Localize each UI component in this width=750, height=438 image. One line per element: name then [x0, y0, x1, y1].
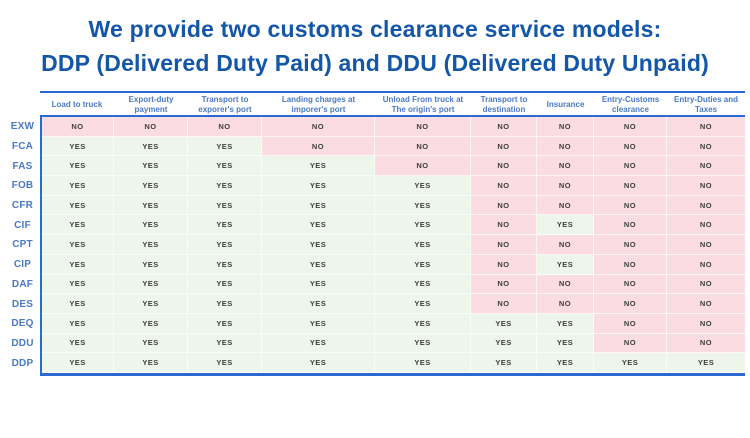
- table-cell: YES: [188, 196, 262, 216]
- table-cell: YES: [262, 314, 375, 334]
- column-header: Entry-Duties and Taxes: [673, 95, 738, 114]
- table-cell: NO: [42, 117, 114, 137]
- table-cell: YES: [262, 255, 375, 275]
- table-cell: NO: [375, 137, 471, 157]
- table-cell: NO: [471, 255, 537, 275]
- table-cell: YES: [262, 196, 375, 216]
- table-cell: YES: [114, 196, 188, 216]
- table-cell: NO: [262, 117, 375, 137]
- table-cell: YES: [114, 255, 188, 275]
- table-cell: NO: [667, 117, 745, 137]
- table-cell: YES: [262, 275, 375, 295]
- table-cell: NO: [594, 255, 667, 275]
- title-line-1: We provide two customs clearance service models:: [88, 16, 662, 42]
- table-cell: YES: [375, 255, 471, 275]
- table-cell: YES: [262, 334, 375, 354]
- table-cell: YES: [114, 215, 188, 235]
- table-cell: YES: [42, 196, 114, 216]
- table-cell: YES: [188, 215, 262, 235]
- row-label: CIF: [14, 219, 31, 231]
- table-cell: YES: [188, 156, 262, 176]
- table-cell: NO: [667, 334, 745, 354]
- table-cell: YES: [188, 334, 262, 354]
- table-cell: YES: [42, 215, 114, 235]
- table-cell: YES: [375, 196, 471, 216]
- table-cell: YES: [471, 353, 537, 373]
- table-cell: NO: [537, 235, 594, 255]
- column-header: Unload From truck at The origin's port: [382, 95, 464, 114]
- column-header: Insurance: [546, 99, 585, 109]
- row-label: CIP: [13, 259, 32, 271]
- table-cell: NO: [188, 117, 262, 137]
- table-cell: YES: [262, 353, 375, 373]
- table-cell: YES: [262, 294, 375, 314]
- table-cell: YES: [188, 176, 262, 196]
- table-cell: YES: [262, 215, 375, 235]
- table-cell: YES: [188, 314, 262, 334]
- table-cell: NO: [667, 314, 745, 334]
- table-cell: YES: [42, 275, 114, 295]
- title-line-2: DDP (Delivered Duty Paid) and DDU (Delivered Duty Unpaid): [41, 50, 709, 76]
- table-cell: NO: [667, 176, 745, 196]
- table-cell: YES: [42, 176, 114, 196]
- column-header: Transport to destination: [480, 95, 528, 114]
- table-cell: NO: [594, 215, 667, 235]
- table-cell: NO: [594, 334, 667, 354]
- table-cell: YES: [537, 314, 594, 334]
- table-cell: YES: [42, 334, 114, 354]
- table-cell: YES: [375, 314, 471, 334]
- table-cell: NO: [471, 137, 537, 157]
- table-cell: YES: [667, 353, 745, 373]
- table-cell: YES: [375, 275, 471, 295]
- table-cell: YES: [262, 156, 375, 176]
- column-header: Export-duty payment: [128, 95, 174, 114]
- table-cell: YES: [114, 334, 188, 354]
- table-cell: NO: [594, 235, 667, 255]
- table-cell: YES: [375, 215, 471, 235]
- row-label: DEQ: [11, 318, 34, 330]
- table-cell: YES: [114, 156, 188, 176]
- table-cell: NO: [667, 196, 745, 216]
- row-label: DAF: [11, 278, 34, 290]
- table-cell: YES: [114, 137, 188, 157]
- table-cell: NO: [594, 117, 667, 137]
- table-cell: YES: [262, 176, 375, 196]
- table-cell: NO: [471, 275, 537, 295]
- table-cell: NO: [537, 117, 594, 137]
- table-cell: NO: [667, 215, 745, 235]
- table-cell: NO: [471, 117, 537, 137]
- table-cell: YES: [188, 275, 262, 295]
- column-headers: [40, 91, 745, 115]
- table-cell: NO: [594, 314, 667, 334]
- table-cell: NO: [375, 117, 471, 137]
- table-cell: YES: [375, 294, 471, 314]
- table-cell: NO: [537, 176, 594, 196]
- table-cell: YES: [375, 334, 471, 354]
- table-cell: YES: [188, 353, 262, 373]
- table-cell: YES: [42, 353, 114, 373]
- column-header: Transport to exporer's port: [198, 95, 252, 114]
- column-header: Entry-Customs clearance: [601, 95, 660, 114]
- table-cell: NO: [537, 196, 594, 216]
- table-cell: NO: [537, 275, 594, 295]
- table-cell: YES: [114, 176, 188, 196]
- incoterms-table: [5, 91, 745, 376]
- table-cell: NO: [667, 255, 745, 275]
- table-body: [40, 115, 745, 376]
- table-cell: YES: [42, 255, 114, 275]
- table-cell: YES: [594, 353, 667, 373]
- table-cell: YES: [375, 235, 471, 255]
- table-cell: YES: [188, 294, 262, 314]
- table-cell: NO: [667, 235, 745, 255]
- table-cell: YES: [537, 353, 594, 373]
- table-cell: NO: [594, 156, 667, 176]
- table-cell: YES: [188, 235, 262, 255]
- row-label: DDU: [11, 337, 34, 349]
- table-cell: YES: [471, 334, 537, 354]
- table-cell: NO: [594, 196, 667, 216]
- table-cell: YES: [262, 235, 375, 255]
- table-cell: NO: [594, 137, 667, 157]
- table-cell: NO: [537, 137, 594, 157]
- table-cell: YES: [42, 314, 114, 334]
- row-label: DDP: [11, 357, 34, 369]
- table-cell: NO: [471, 235, 537, 255]
- table-cell: NO: [375, 156, 471, 176]
- table-cell: YES: [114, 314, 188, 334]
- table-cell: NO: [594, 176, 667, 196]
- table-cell: NO: [471, 215, 537, 235]
- table-cell: NO: [471, 196, 537, 216]
- table-cell: NO: [262, 137, 375, 157]
- table-cell: NO: [594, 294, 667, 314]
- column-header: Load to truck: [51, 99, 103, 109]
- table-cell: NO: [114, 117, 188, 137]
- row-labels: [5, 115, 40, 376]
- table-cell: NO: [537, 294, 594, 314]
- table-cell: NO: [471, 294, 537, 314]
- row-label: FOB: [11, 180, 34, 192]
- row-label: FCA: [11, 141, 34, 153]
- table-cell: YES: [114, 235, 188, 255]
- table-cell: YES: [471, 314, 537, 334]
- column-header: Landing charges at imporer's port: [281, 95, 356, 114]
- row-label: FAS: [12, 160, 33, 172]
- row-label: DES: [11, 298, 34, 310]
- table-cell: NO: [471, 176, 537, 196]
- table-cell: YES: [42, 156, 114, 176]
- row-label: EXW: [10, 121, 35, 133]
- row-label: CPT: [12, 239, 33, 251]
- table-cell: YES: [42, 294, 114, 314]
- table-cell: NO: [667, 137, 745, 157]
- table-cell: YES: [537, 255, 594, 275]
- table-cell: YES: [375, 176, 471, 196]
- table-cell: YES: [114, 275, 188, 295]
- table-cell: YES: [537, 334, 594, 354]
- table-cell: YES: [114, 353, 188, 373]
- table-cell: NO: [667, 275, 745, 295]
- table-cell: NO: [594, 275, 667, 295]
- slide-title: [0, 12, 750, 80]
- table-cell: YES: [375, 353, 471, 373]
- table-cell: YES: [537, 215, 594, 235]
- row-label: CFR: [11, 200, 34, 212]
- table-cell: NO: [471, 156, 537, 176]
- table-cell: NO: [667, 156, 745, 176]
- table-cell: NO: [667, 294, 745, 314]
- table-cell: NO: [537, 156, 594, 176]
- table-cell: YES: [42, 235, 114, 255]
- table-cell: YES: [188, 255, 262, 275]
- table-cell: YES: [114, 294, 188, 314]
- table-cell: YES: [188, 137, 262, 157]
- table-cell: YES: [42, 137, 114, 157]
